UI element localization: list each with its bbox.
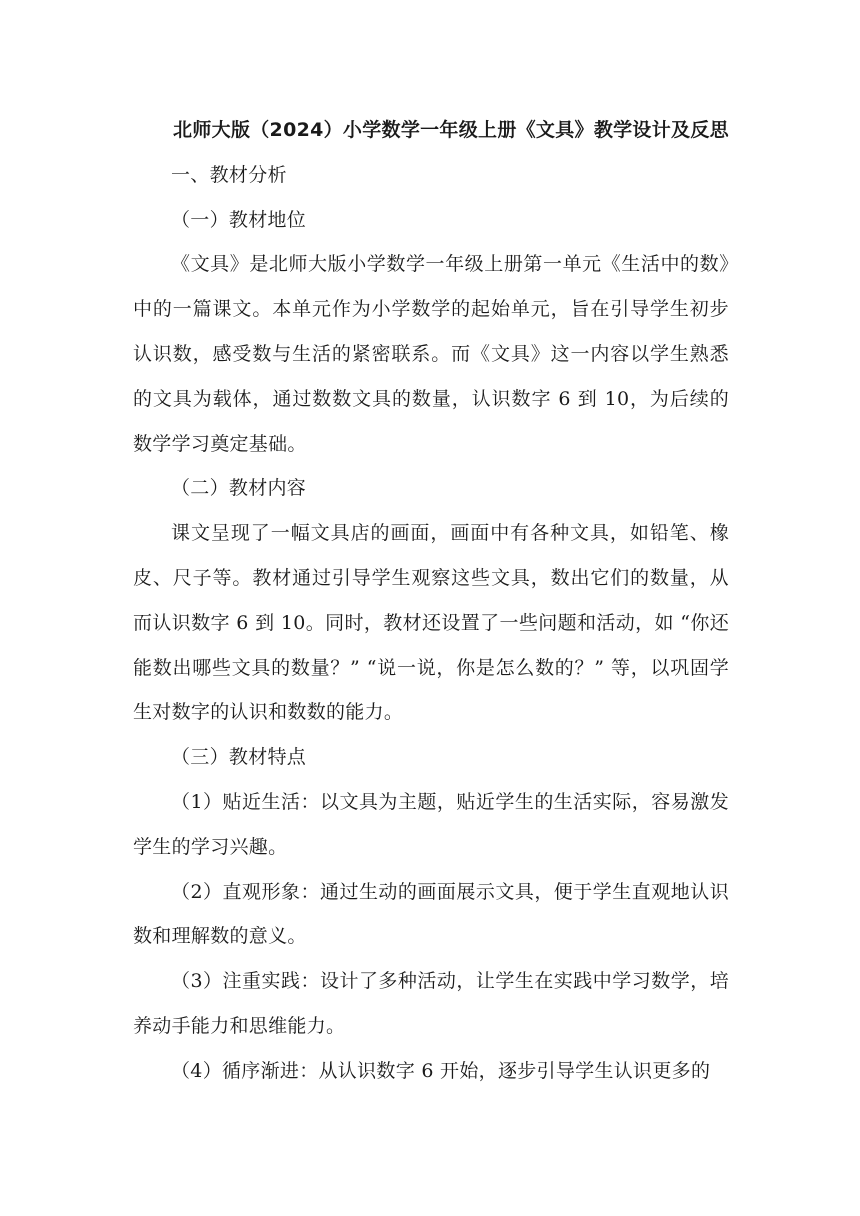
feature-point-4: （4）循序渐进：从认识数字 6 开始，逐步引导学生认识更多的: [171, 1059, 711, 1082]
paragraph-1: 《文具》是北师大版小学数学一年级上册第一单元《生活中的数》中的一篇课文。本单元作为小学数学的起始单元，旨在引导学生初步认识数，感受数与生活的紧密联系。而《文具》这一内容以学生熟悉的文具为载体，通过数数文具的数量，认识数字 6 到 10，为后续的数学学习奠定基础。: [133, 253, 729, 455]
document-title: 北师大版（2024）小学数学一年级上册《文具》教学设计及反思: [173, 119, 729, 141]
feature-point-2: （2）直观形象：通过生动的画面展示文具，便于学生直观地认识数和理解数的意义。: [133, 880, 729, 948]
section-heading-1: 一、教材分析: [171, 163, 287, 186]
paragraph-2: 课文呈现了一幅文具店的画面，画面中有各种文具，如铅笔、橡皮、尺子等。教材通过引导学生观察这些文具，数出它们的数量，从而认识数字 6 到 10。同时，教材还设置了一些问题和活动，如 “你还能数出哪些文具的数量？” “说一说，你是怎么数的？” 等，以巩固学生对数字的认识和数数的能力。: [133, 522, 729, 724]
document-body: [133, 108, 729, 1094]
feature-point-3: （3）注重实践：设计了多种活动，让学生在实践中学习数学，培养动手能力和思维能力。: [133, 970, 729, 1037]
subsection-heading-1: （一）教材地位: [171, 208, 307, 231]
subsection-heading-2: （二）教材内容: [171, 477, 307, 500]
subsection-heading-3: （三）教材特点: [171, 746, 307, 769]
feature-point-1: （1）贴近生活：以文具为主题，贴近学生的生活实际，容易激发学生的学习兴趣。: [133, 790, 729, 858]
